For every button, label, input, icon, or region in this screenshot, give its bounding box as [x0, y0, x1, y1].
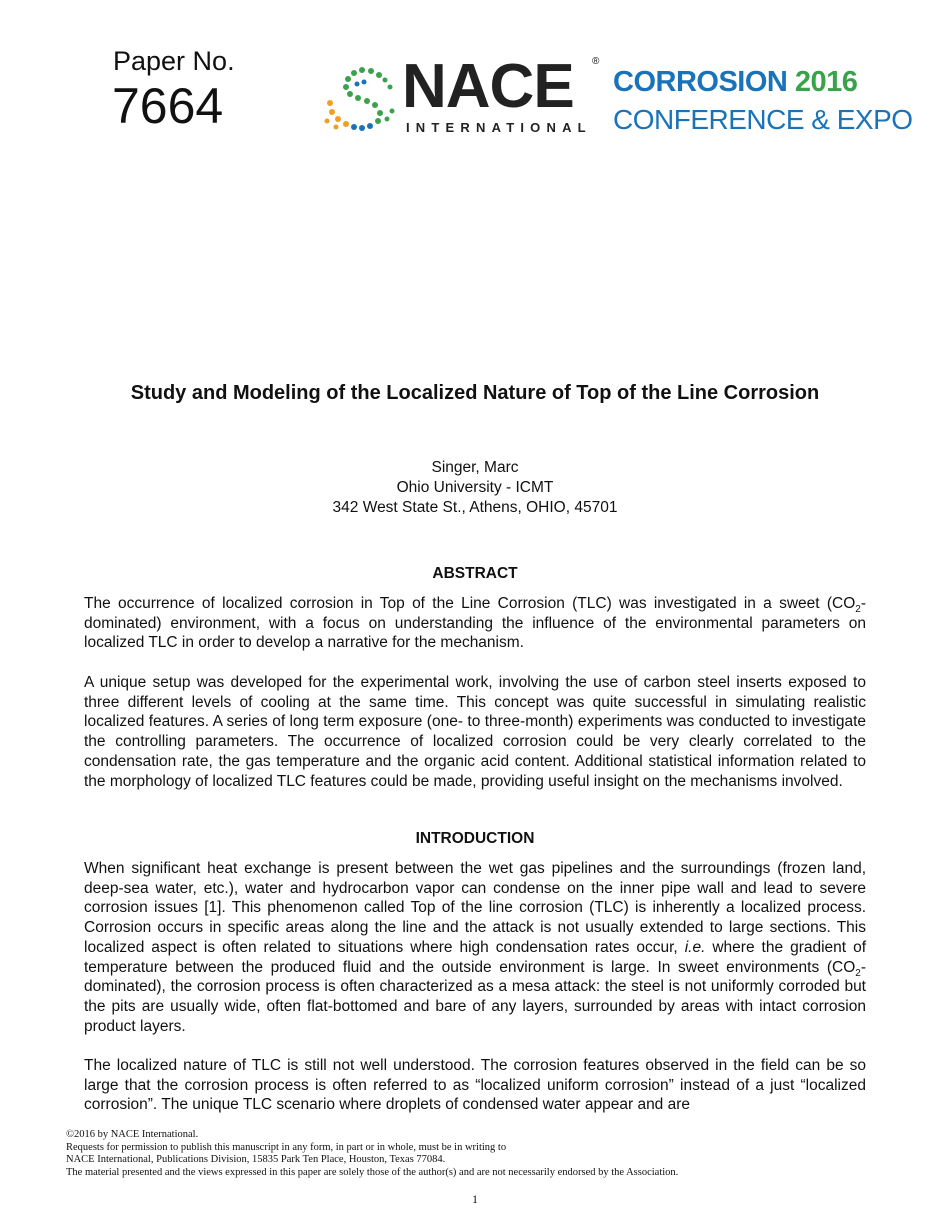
footer-line-1: ©2016 by NACE International. — [66, 1129, 199, 1140]
intro-p1-part-a: When significant heat exchange is present between the wet gas pipelines and the surroundings (frozen land, deep-sea water, etc.), water and hydrocarbon vapor can condense on the inner pipe wall and lead to severe corrosion issues [1]. This phenomenon called Top of the line corrosion (TLC) is inherently a localized process. Corrosion occurs in specific areas along the line and the attack is not usually extended to large sections. This localized aspect is often related to situations where high condensation rates occur, — [84, 860, 866, 956]
intro-p1-subscript: 2 — [855, 967, 861, 979]
intro-p1-part-c: -dominated), the corrosion process is often characterized as a mesa attack: the steel is not uniformly corroded but the pits are usually wide, often flat-bottomed and bare of any layers, surrounded by areas with intact corrosion product layers. — [84, 958, 866, 1035]
registered-mark: ® — [592, 56, 600, 67]
nace-logo-subtitle: INTERNATIONAL — [406, 120, 592, 135]
abstract-heading: ABSTRACT — [432, 565, 518, 582]
paper-title: Study and Modeling of the Localized Nature of Top of the Line Corrosion — [130, 382, 820, 404]
page-number: 1 — [472, 1192, 478, 1206]
abstract-paragraph-1 — [84, 594, 866, 653]
author-name: Singer, Marc — [431, 459, 519, 476]
footer-line-2: Requests for permission to publish this manuscript in any form, in part or in whole, must be in writing to — [66, 1141, 507, 1153]
intro-p1-part-b: where the gradient of temperature between the produced fluid and the outside environment is large. In sweet environments (CO — [84, 938, 866, 976]
conference-title — [613, 66, 857, 98]
conference-year: 2016 — [794, 66, 858, 98]
author-affiliation: Ohio University - ICMT — [396, 479, 554, 496]
footer-line-4: The material presented and the views expressed in this paper are solely those of the author(s) and are not necessarily endorsed by the Association. — [66, 1166, 679, 1178]
paper-no-label: Paper No. — [113, 46, 235, 76]
abstract-paragraph-2 — [84, 673, 866, 791]
introduction-paragraph-2 — [84, 1056, 866, 1115]
copyright-footer — [66, 1129, 678, 1179]
abstract-p1-part-a: The occurrence of localized corrosion in Top of the Line Corrosion (TLC) was investigated in a sweet (CO — [84, 595, 856, 612]
paper-number: 7664 — [112, 78, 224, 134]
intro-p2-text: The localized nature of TLC is still not well understood. The corrosion features observed in the field can be so large that the corrosion process is often referred to as “localized uniform corrosion” instead of a just “localized corrosion”. The unique TLC scenario where droplets of condensed water appear and are — [84, 1057, 866, 1114]
abstract-p1-subscript: 2 — [855, 604, 861, 616]
intro-p1-ie: i.e. — [684, 938, 706, 956]
nace-logo-icon — [322, 64, 398, 136]
author-address: 342 West State St., Athens, OHIO, 45701 — [332, 499, 618, 516]
introduction-paragraph-1 — [84, 859, 866, 1036]
conference-title-word: CORROSION — [613, 66, 788, 98]
abstract-p1-part-b: -dominated) environment, with a focus on understanding the influence of the environmental parameters on localized TLC in order to develop a narrative for the mechanism. — [84, 595, 866, 652]
introduction-heading: INTRODUCTION — [415, 830, 535, 847]
nace-logo-text: NACE — [402, 52, 574, 121]
abstract-p2-text: A unique setup was developed for the experimental work, involving the use of carbon steel inserts exposed to three different levels of cooling at the same time. This concept was quite successful in simulating realistic localized features. A series of long term exposure (one- to three-month) experiments was conducted to investigate the controlling parameters. The occurrence of localized corrosion could be very clearly correlated to the condensation rate, the gas temperature and the organic acid content. Additional statistical information related to the morphology of localized TLC features could be made, providing useful insight on the mechanisms involved. — [84, 674, 866, 790]
author-block — [100, 458, 850, 518]
footer-line-3: NACE International, Publications Division, 15835 Park Ten Place, Houston, Texas 77084. — [66, 1154, 446, 1165]
conference-subtitle: CONFERENCE & EXPO — [613, 104, 913, 135]
